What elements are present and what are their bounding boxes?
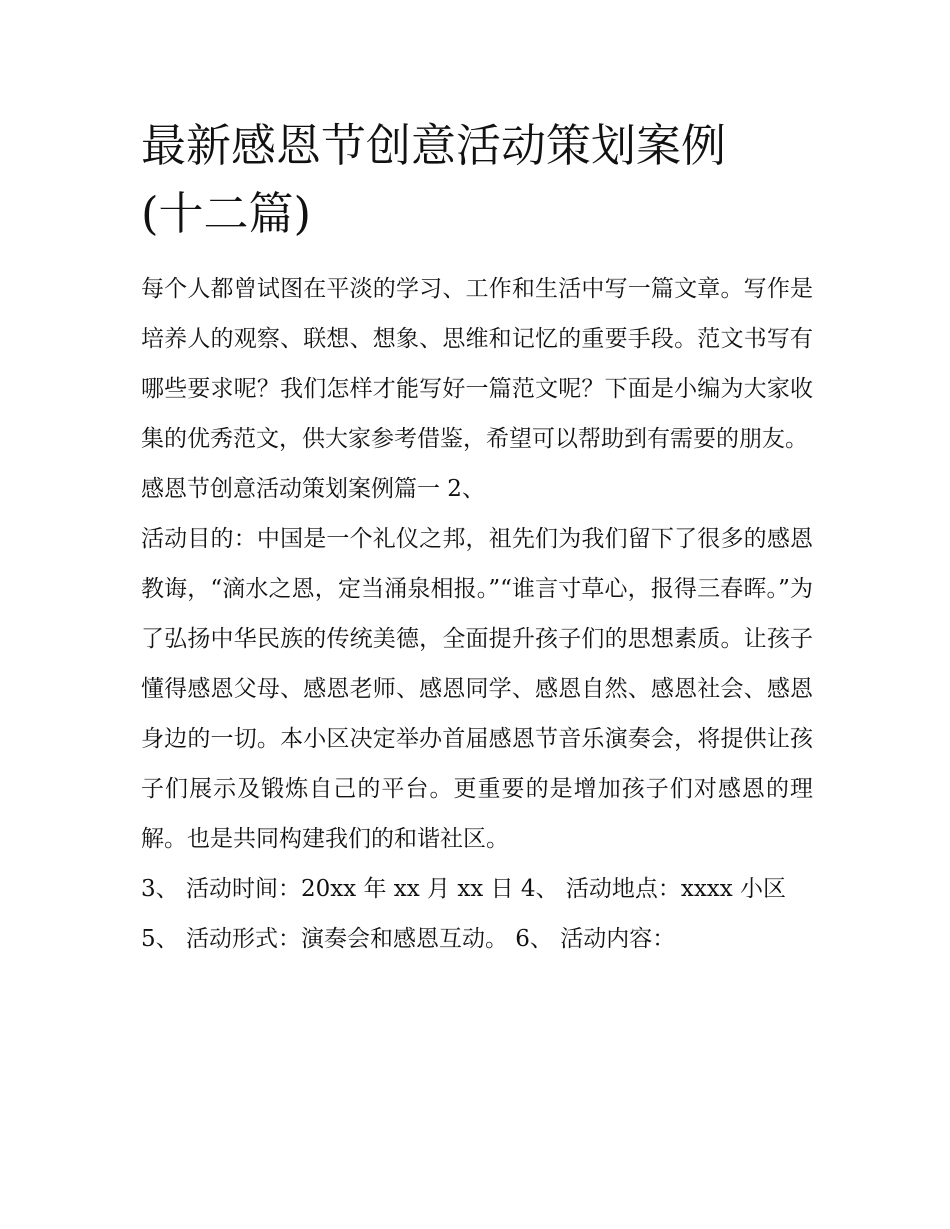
form-content-line: 5、 活动形式：演奏会和感恩互动。 6、 活动内容： — [141, 926, 676, 952]
intro-paragraph: 每个人都曾试图在平淡的学习、工作和生活中写一篇文章。写作是培养人的观察、联想、想象、思维和记忆的重要手段。范文书写有哪些要求呢？我们怎样才能写好一篇范文呢？下面是小编为大家收集的优秀范文，供大家参考借鉴，希望可以帮助到有需要的朋友。 — [141, 276, 813, 452]
document-page — [141, 112, 813, 964]
purpose-paragraph: 活动目的：中国是一个礼仪之邦，祖先们为我们留下了很多的感恩教诲，“滴水之恩，定当涌泉相报。”“谁言寸草心，报得三春晖。”为了弘扬中华民族的传统美德，全面提升孩子们的思想素质。让孩子懂得感恩父母、感恩老师、感恩同学、感恩自然、感恩社会、感恩身边的一切。本小区决定举办首届感恩节音乐演奏会，将提供让孩子们展示及锻炼自己的平台。更重要的是增加孩子们对感恩的理解。也是共同构建我们的和谐社区。 — [141, 526, 813, 852]
document-body — [141, 264, 813, 964]
document-title — [141, 112, 813, 248]
section-heading: 感恩节创意活动策划案例篇一 2、 — [141, 476, 485, 502]
title-line-1: 最新感恩节创意活动策划案例 — [141, 119, 727, 172]
title-line-2: (十二篇) — [141, 187, 312, 240]
time-place-line: 3、 活动时间：20xx 年 xx 月 xx 日 4、 活动地点：xxxx 小区 — [141, 876, 787, 902]
